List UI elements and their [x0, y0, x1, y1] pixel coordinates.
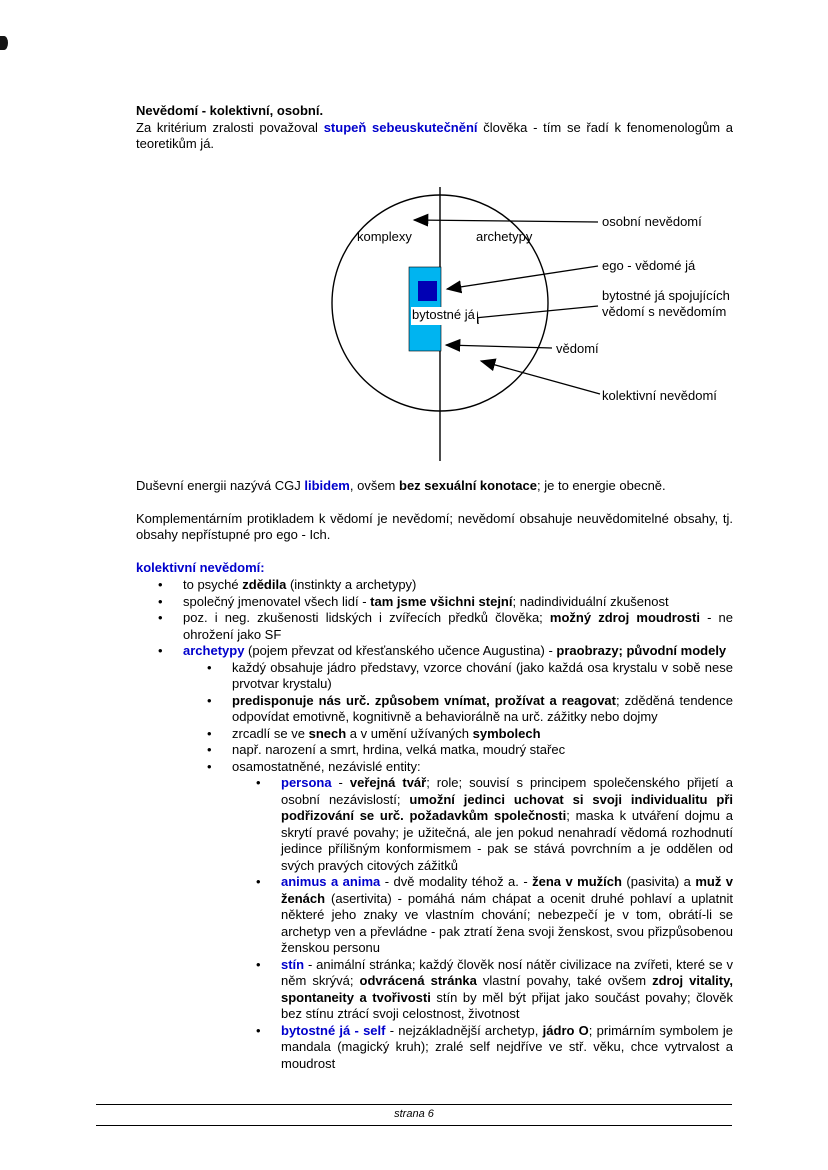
bullet-icon: • [256, 1022, 261, 1038]
list-item-text [232, 726, 733, 743]
list-item-text [232, 660, 733, 693]
bullet-icon: • [207, 725, 212, 741]
text-segment: zrcadlí se ve [232, 725, 309, 741]
text-segment: - [331, 775, 350, 790]
label-osobni-nevedomi: osobní nevědomí [602, 214, 702, 229]
bullet-icon: • [158, 643, 163, 658]
list-item-text [232, 693, 733, 726]
text-segment: (pojem převzat od křesťanského učence Augustina) - [244, 643, 557, 658]
text-segment: a v umění užívaných [346, 725, 473, 741]
text-segment: libidem [304, 478, 350, 493]
text-segment: každý obsahuje jádro představy, vzorce chování (jako každá osa krystalu v sobě nese prvotvar krystalu) [232, 659, 733, 691]
list-item [136, 775, 733, 874]
bullet-icon: • [207, 692, 212, 708]
text-segment: jádro O [542, 1022, 589, 1038]
list-item-text [281, 775, 733, 874]
text-segment: stín by měl být přijat jako součást povahy; člověk bez stínu ztrácí svoji celostnost, životnost [281, 989, 733, 1021]
text-segment: muž v ženách [281, 874, 734, 906]
text-segment: - nejzákladnější archetyp, [385, 1022, 543, 1038]
text-segment: , ovšem [349, 478, 399, 493]
section-heading [136, 560, 733, 577]
list-item [136, 874, 733, 957]
page-footer [96, 1104, 732, 1126]
text-segment: poz. i neg. zkušenosti lidských i zvířecích předků člověka; [183, 610, 550, 625]
list-item-text [183, 610, 733, 643]
text-segment: predisponuje nás urč. způsobem vnímat, prožívat a reagovat [232, 692, 616, 708]
bullet-icon: • [158, 577, 163, 592]
arrow-vedomi [446, 345, 552, 348]
list-item [136, 759, 733, 776]
text-segment: bytostné já - self [281, 1022, 386, 1038]
arrow-bytostne-ja-spojujicich [464, 306, 598, 319]
arrow-osobni-nevedomi [414, 220, 598, 222]
list-item [136, 957, 733, 1023]
label-archetypy: archetypy [476, 229, 533, 244]
text-segment: odvrácená stránka [359, 973, 477, 988]
bullet-icon: • [256, 956, 261, 972]
text-segment: - dvě modality téhož a. - [380, 874, 533, 889]
intro-section [136, 103, 733, 153]
list-item [136, 742, 733, 759]
text-segment: ; primárním symbolem je mandala (magický kruh); zralé self nejdříve ve stř. věku, chce vytrvalost a moudrost [281, 1022, 734, 1071]
bullet-icon: • [256, 775, 261, 790]
text-segment: Za kritérium zralosti považoval [136, 119, 324, 135]
body-section [136, 478, 733, 1072]
psyche-diagram [0, 185, 828, 477]
text-segment: ; zděděná tendence odpovídat emotivně, kognitivně a behaviorálně na urč. zážitky nebo dojmy [232, 692, 733, 724]
text-segment: animus a anima [281, 874, 381, 889]
list-item-text [232, 742, 733, 759]
page-number: strana 6 [394, 1108, 434, 1120]
label-komplexy: komplexy [357, 229, 412, 244]
text-segment: ; nadindividuální zkušenost [512, 593, 669, 609]
label-kolektivni-nevedomi: kolektivní nevědomí [602, 388, 717, 403]
text-segment: ; role; souvisí s principem společenského přijetí a osobní nezávislostí; [281, 775, 733, 807]
list-item [136, 726, 733, 743]
bullet-icon: • [256, 874, 261, 889]
bullet-icon: • [207, 742, 212, 757]
label-ego-vedome-ja: ego - vědomé já [602, 258, 696, 273]
text-segment: - animální stránka; každý člověk nosí nátěr civilizace na zvířeti, které se v něm skrývá; [281, 956, 733, 988]
text-segment: bez sexuální konotace [399, 478, 537, 493]
bullet-icon: • [207, 659, 212, 675]
text-segment: symbolech [472, 725, 541, 741]
list-item [136, 577, 733, 594]
list-item [136, 594, 733, 611]
text-segment: zdědila [242, 577, 287, 592]
intro-paragraph [136, 120, 733, 153]
list-item [136, 643, 733, 660]
list-item [136, 693, 733, 726]
text-segment: veřejná tvář [349, 775, 427, 790]
text-segment: (instinkty a archetypy) [286, 577, 417, 592]
text-segment: společný jmenovatel všech lidí - [183, 593, 371, 609]
text-segment: ; je to energie obecně. [537, 478, 666, 493]
text-segment: archetypy [183, 643, 245, 658]
label-bytostne-ja-spojujicich-line1: bytostné já spojujících [602, 288, 730, 303]
text-segment: Komplementárním protikladem k vědomí je nevědomí; nevědomí obsahuje neuvědomitelné obsahy, tj. obsahy nepřístupné pro ego - Ich. [136, 510, 733, 542]
text-segment: snech [308, 725, 347, 741]
diagram-canvas [0, 185, 828, 477]
label-bytostne-ja-spojujicich-line2: vědomí s nevědomím [602, 304, 727, 319]
arrow-ego-vedome-ja [447, 266, 598, 289]
text-segment: to psyché [183, 577, 243, 592]
label-bytostne-ja-spojujicich [602, 288, 730, 320]
text-segment: stín [281, 956, 305, 972]
text-segment: člověka - tím se řadí k fenomenologům a teoretikům já. [136, 119, 733, 151]
paragraph [136, 511, 733, 544]
list-item-text [281, 874, 733, 957]
list-item-text [183, 594, 733, 611]
bullet-icon: • [207, 758, 212, 774]
list-item-text [281, 1023, 733, 1073]
text-segment: persona [281, 775, 332, 790]
text-segment: stupeň sebeuskutečnění [323, 119, 478, 135]
text-segment: - ne ohrožení jako SF [183, 610, 734, 642]
text-segment: (pasivita) a [621, 874, 696, 889]
list-item-text [232, 759, 733, 776]
ego-square [418, 281, 437, 301]
label-bytostne-ja: bytostné já [411, 307, 477, 325]
text-segment: ; maska k utváření dojmu a skrytí pravé povahy; je užitečná, ale jen pokud nenahradí vědomá rozhodnutí jedince přílišným konformismem - pak se stává povrchním a je oddělen od svých pravých citových zážitků [281, 808, 733, 873]
text-segment: žena v mužích [532, 874, 622, 889]
text-segment: zdroj vitality, spontaneity a tvořivosti [281, 973, 734, 1005]
text-segment: (asertivita) - pomáhá nám chápat a ocenit druhé pohlaví a uplatnit některé jeho znaky ve vlastním chování; nebezpečí je v tom, obrátí-li se archetyp ven a převládne - pak ztratí žena svoji ženskost, svou přizpůsobenou ženskou personu [281, 890, 733, 955]
arrow-kolektivni-nevedomi [481, 361, 600, 394]
paragraph [136, 478, 733, 495]
list-item-text [281, 957, 733, 1023]
text-segment: např. narození a smrt, hrdina, velká matka, moudrý stařec [232, 742, 566, 757]
bullet-icon: • [158, 610, 163, 625]
text-segment: možný zdroj moudrosti [549, 610, 700, 625]
text-segment: tam jsme všichni stejní [370, 593, 513, 609]
text-segment: kolektivní nevědomí: [136, 559, 265, 575]
list-item [136, 610, 733, 643]
list-item [136, 1023, 733, 1073]
scan-artifact [0, 36, 8, 50]
page-heading: Nevědomí - kolektivní, osobní. [136, 103, 324, 118]
list-item-text [183, 643, 733, 660]
list-item-text [183, 577, 733, 594]
text-segment: osamostatněné, nezávislé entity: [232, 758, 421, 774]
text-segment: umožní jedinci uchovat si svoji individualitu při podřizování se urč. požadavkům společnosti [281, 791, 733, 823]
bullet-icon: • [158, 593, 163, 609]
text-segment: Duševní energii nazývá CGJ [136, 478, 305, 493]
list-item [136, 660, 733, 693]
text-segment: praobrazy; původní modely [556, 643, 727, 658]
label-vedomi: vědomí [556, 341, 599, 356]
text-segment: vlastní povahy, také ovšem [476, 973, 653, 988]
